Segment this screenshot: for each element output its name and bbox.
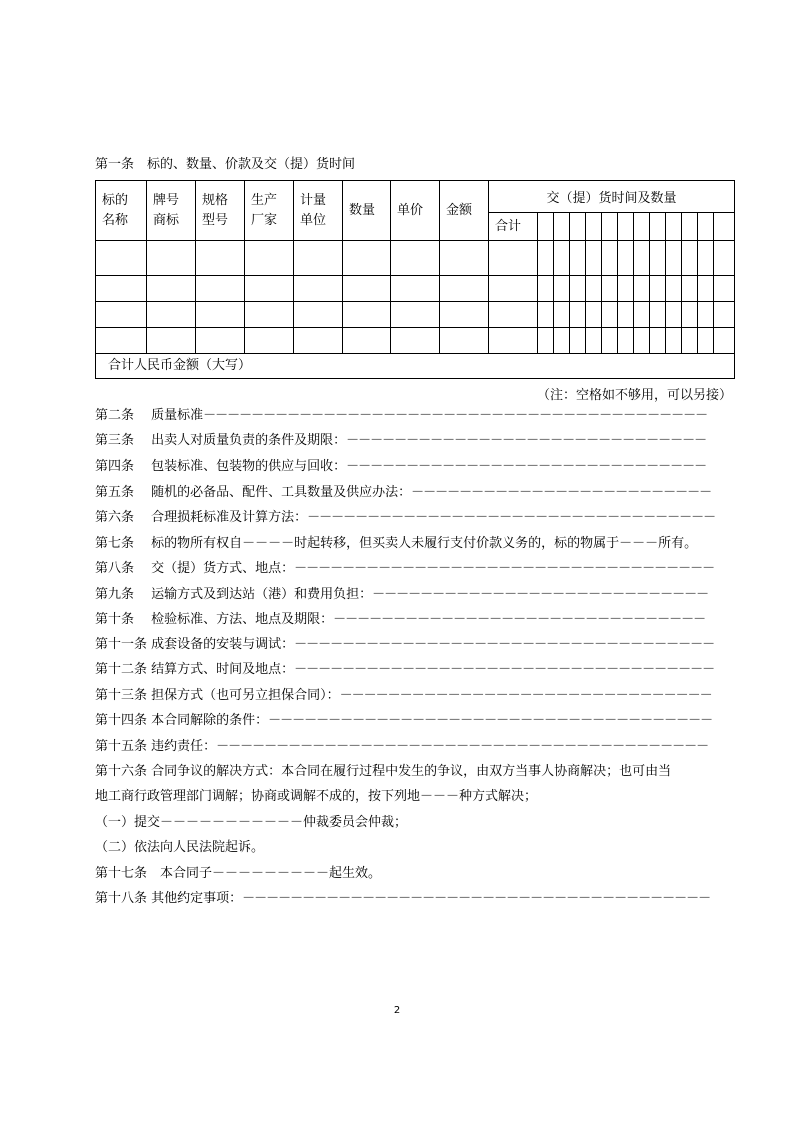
clause-14 xyxy=(95,713,712,729)
clause-label: 第四条 xyxy=(95,459,135,474)
col-header-delivery-total: 合计 xyxy=(489,213,538,241)
header-text: 生产 厂家 xyxy=(251,192,278,228)
clause-label: 第十八条 xyxy=(95,891,148,906)
clause-15 xyxy=(95,739,708,755)
clause-label: 第十条 xyxy=(95,612,135,627)
table-note: （注：空格如不够用，可以另接） xyxy=(536,388,732,403)
clause-text: 交（提）货方式、地点： xyxy=(151,561,295,576)
blank-line: －－－－－－－－－－－－－－－－－－－－－－－－－－－－－－－－－－－－－－－－－ xyxy=(216,739,709,754)
col-header-delivery: 交（提）货时间及数量 xyxy=(489,181,735,213)
article-1-title: 第一条 标的、数量、价款及交（提）货时间 xyxy=(95,157,356,172)
dispute-option-1: （一）提交－－－－－－－－－－－仲裁委员会仲裁； xyxy=(95,815,408,830)
clause-text: 包装标准、包装物的供应与回收： xyxy=(151,459,347,474)
header-text: 金额 xyxy=(446,202,473,218)
clause-text: 质量标准 xyxy=(151,408,204,423)
clause-label: 第九条 xyxy=(95,587,135,602)
clause-text: 运输方式及到达站（港）和费用负担： xyxy=(151,587,373,602)
header-text: 牌号 商标 xyxy=(153,192,180,228)
blank-line: －－－－－－－－－－－－－－－－－－－－－－－－－－－－－－－－－－－－－－－ xyxy=(242,891,711,906)
clause-18 xyxy=(95,891,710,907)
table-row xyxy=(96,328,735,354)
clause-text: 成套设备的安装与调试： xyxy=(151,637,295,652)
clause-label: 第二条 xyxy=(95,408,135,423)
clause-label: 第五条 xyxy=(95,485,135,500)
blank-line: －－－－－－－－－－－－－－－－－－－－－－－－－ xyxy=(411,485,712,500)
blank-line: －－－－－－－－－－－－－－－－－－－－－－－－－－－－－－－－－－－ xyxy=(294,637,715,652)
col-header-spec xyxy=(196,181,245,241)
header-text: 规格 型号 xyxy=(202,192,229,228)
blank-line: －－－－－－－－－－－－－－－－－－－－－－－－－－－－－－ xyxy=(346,433,707,448)
clause-3 xyxy=(95,433,706,449)
blank-line: －－－－－－－－－－－－－－－－－－－－－－－－－－－－－－－－－－－－－ xyxy=(268,713,713,728)
clause-label: 第十五条 xyxy=(95,739,148,754)
clause-label: 第六条 xyxy=(95,510,135,525)
clause-text: 随机的必备品、配件、工具数量及供应办法： xyxy=(151,485,412,500)
blank-line: －－－－－－－－－－－－－－－－－－－－－－－－－－－－－－－－－－－ xyxy=(294,561,715,576)
header-text: 单价 xyxy=(397,202,424,218)
clause-16 xyxy=(95,764,671,780)
clause-4 xyxy=(95,459,706,475)
col-header-quantity xyxy=(343,181,391,241)
page-number: 2 xyxy=(393,1005,401,1016)
col-header-maker xyxy=(245,181,294,241)
clause-text: 违约责任： xyxy=(151,739,217,754)
clause-16-continued: 地工商行政管理部门调解；协商或调解不成的，按下列地－－－种方式解决； xyxy=(95,789,538,804)
blank-line: －－－－－－－－－－－－－－－－－－－－－－－－－－－－－－－－－－－ xyxy=(294,662,715,677)
goods-table xyxy=(95,180,735,379)
clause-text: 本合同解除的条件： xyxy=(151,713,269,728)
blank-line: －－－－－－－－－－－－－－－－－－－－－－－－－－－－－－ xyxy=(346,459,707,474)
clause-2 xyxy=(95,408,707,424)
col-header-name xyxy=(96,181,147,241)
clause-text: 合理损耗标准及计算方法： xyxy=(151,510,308,525)
blank-line: －－－－－－－－－－－－－－－－－－－－－－－－－－－－－－－ xyxy=(339,688,712,703)
clause-label: 第七条 xyxy=(95,536,135,551)
clause-10 xyxy=(95,612,705,628)
clause-text: 其他约定事项： xyxy=(151,891,243,906)
blank-line: －－－－－－－－－－－－－－－－－－－－－－－－－－－－－－－ xyxy=(333,612,706,627)
table-row xyxy=(96,276,735,302)
dispute-option-2: （二）依法向人民法院起诉。 xyxy=(95,840,265,855)
blank-line: －－－－－－－－－－－－－－－－－－－－－－－－－－－－ xyxy=(372,587,709,602)
clause-13 xyxy=(95,688,712,704)
clause-label: 第八条 xyxy=(95,561,135,576)
col-header-unit xyxy=(294,181,343,241)
clause-6 xyxy=(95,510,715,526)
clause-text: 检验标准、方法、地点及期限： xyxy=(151,612,334,627)
clause-9 xyxy=(95,587,708,603)
col-header-amount xyxy=(440,181,489,241)
col-header-brand xyxy=(147,181,196,241)
clause-label: 第三条 xyxy=(95,433,135,448)
table-row xyxy=(96,241,735,276)
total-amount-label: 合计人民币金额（大写） xyxy=(96,354,735,379)
header-text: 标的 名称 xyxy=(102,192,129,228)
clause-11 xyxy=(95,637,714,653)
header-text: 计量 单位 xyxy=(300,192,327,228)
blank-line: －－－－－－－－－－－－－－－－－－－－－－－－－－－－－－－－－－－－－－－－－－ xyxy=(203,408,708,423)
clause-17: 第十七条 本合同子－－－－－－－－－起生效。 xyxy=(95,866,382,881)
clause-label: 第十四条 xyxy=(95,713,148,728)
clause-text: 出卖人对质量负责的条件及期限： xyxy=(151,433,347,448)
blank-line: －－－－－－－－－－－－－－－－－－－－－－－－－－－－－－－－－－ xyxy=(307,510,716,525)
clause-5 xyxy=(95,485,711,501)
clause-text: 合同争议的解决方式：本合同在履行过程中发生的争议，由双方当事人协商解决；也可由当 xyxy=(151,764,672,779)
clause-8 xyxy=(95,561,714,577)
header-text: 数量 xyxy=(349,202,376,218)
clause-text: 担保方式（也可另立担保合同）： xyxy=(151,688,340,703)
clause-label: 第十三条 xyxy=(95,688,148,703)
col-header-price xyxy=(391,181,440,241)
clause-label: 第十二条 xyxy=(95,662,148,677)
clause-text: 标的物所有权自－－－－时起转移，但买卖人未履行支付价款义务的，标的物属于－－－所有。 xyxy=(151,536,698,551)
clause-12 xyxy=(95,662,714,678)
table-row xyxy=(96,302,735,328)
clause-label: 第十六条 xyxy=(95,764,148,779)
clause-text: 结算方式、时间及地点： xyxy=(151,662,295,677)
clause-label: 第十一条 xyxy=(95,637,148,652)
clause-7 xyxy=(95,536,697,552)
